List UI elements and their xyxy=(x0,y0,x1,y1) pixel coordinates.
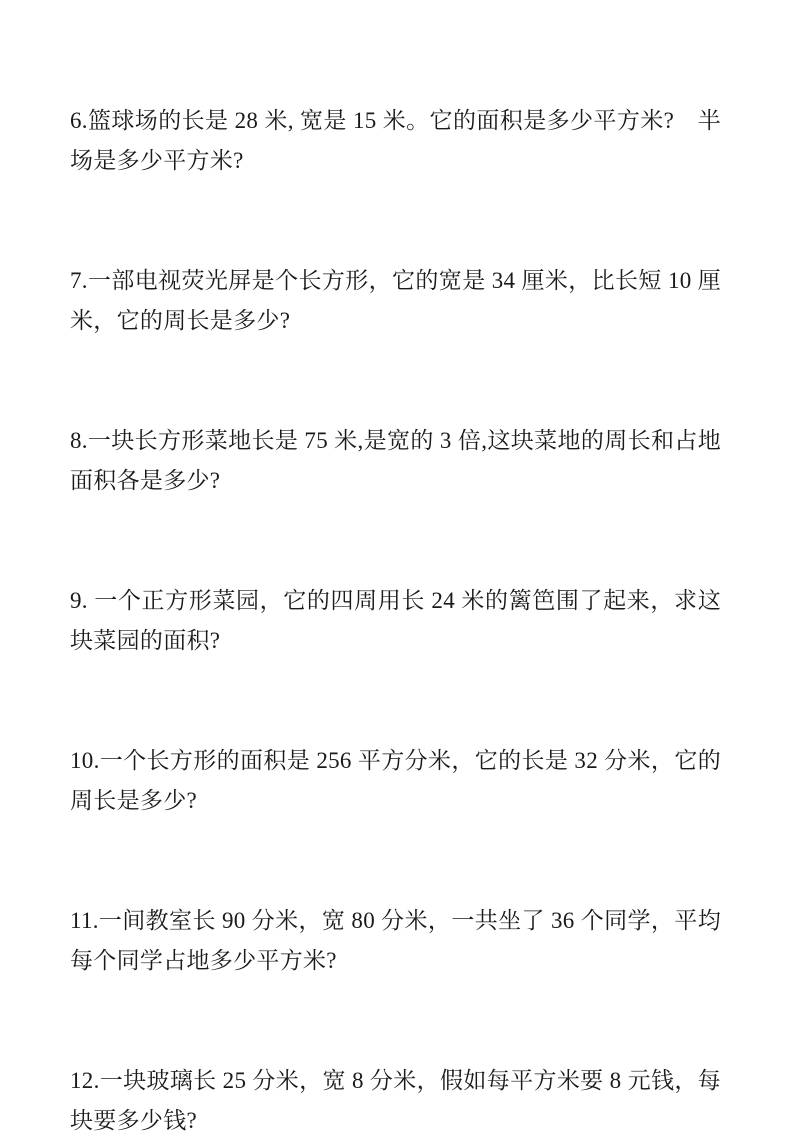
problem-12: 12.一块玻璃长 25 分米，宽 8 分米，假如每平方米要 8 元钱，每块要多少钱? xyxy=(70,1068,721,1133)
problem-8: 8.一块长方形菜地长是 75 米,是宽的 3 倍,这块菜地的周长和占地面积各是多少? xyxy=(70,428,721,493)
problem-10: 10.一个长方形的面积是 256 平方分米，它的长是 32 分米，它的周长是多少? xyxy=(70,748,721,813)
problem-9: 9. 一个正方形菜园，它的四周用长 24 米的篱笆围了起来，求这块菜园的面积? xyxy=(70,588,721,653)
problem-11: 11.一间教室长 90 分米，宽 80 分米，一共坐了 36 个同学，平均每个同学占地多少平方米? xyxy=(70,908,721,973)
problem-6: 6.篮球场的长是 28 米, 宽是 15 米。它的面积是多少平方米? 半场是多少平方米? xyxy=(70,108,721,173)
problem-7: 7.一部电视荧光屏是个长方形，它的宽是 34 厘米，比长短 10 厘米，它的周长是多少? xyxy=(70,268,721,333)
